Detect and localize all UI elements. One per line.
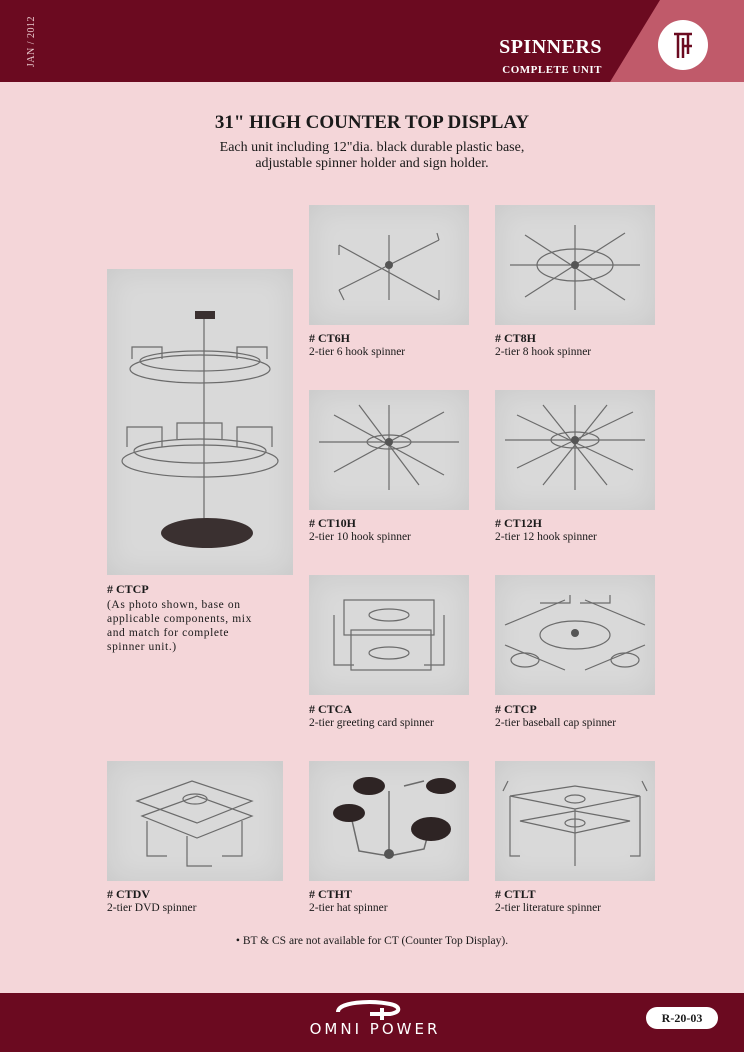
product-caption-ct6h: 2-tier 6 hook spinner <box>309 346 406 358</box>
product-code-ctcp-cap: # CTCP <box>495 702 537 716</box>
product-photo-ct12h <box>495 390 655 510</box>
issue-date: JAN / 2012 <box>26 16 37 68</box>
page-code-badge: R-20-03 <box>646 1007 718 1029</box>
page-description <box>0 140 744 172</box>
section-title: SPINNERS <box>499 36 602 58</box>
product-photo-ctca <box>309 575 469 695</box>
product-photo-ctcp-cap <box>495 575 655 695</box>
product-code-ctca: # CTCA <box>309 702 353 716</box>
product-photo-ctht <box>309 761 469 881</box>
product-photo-ct6h <box>309 205 469 325</box>
description-line-2: adjustable spinner holder and sign holder. <box>255 156 489 171</box>
product-photo-ctcp-complete <box>107 269 293 575</box>
product-caption-ctcp-cap: 2-tier baseball cap spinner <box>495 717 617 729</box>
description-line-1: Each unit including 12"dia. black durable plastic base, <box>219 140 525 155</box>
brand-logo-icon <box>658 20 708 70</box>
product-code-ctht: # CTHT <box>309 887 353 901</box>
product-code-ct12h: # CT12H <box>495 516 543 530</box>
product-photo-ctdv <box>107 761 283 881</box>
product-photo-ct10h <box>309 390 469 510</box>
product-caption-ctdv: 2-tier DVD spinner <box>107 902 197 914</box>
product-code-ctlt: # CTLT <box>495 887 536 901</box>
product-caption-ct8h: 2-tier 8 hook spinner <box>495 346 592 358</box>
product-photo-ctlt <box>495 761 655 881</box>
product-caption-ctht: 2-tier hat spinner <box>309 902 388 914</box>
page-title: 31" HIGH COUNTER TOP DISPLAY <box>214 112 530 133</box>
footnote: • BT & CS are not available for CT (Counter Top Display). <box>235 935 509 947</box>
footer-brand-name: OMNI POWER <box>309 1020 441 1038</box>
product-note-ctcp-complete: (As photo shown, base on applicable components, mix and match for complete spinner unit.) <box>107 599 252 653</box>
product-code-ct10h: # CT10H <box>309 516 357 530</box>
product-code-ctcp-complete: # CTCP <box>107 582 149 596</box>
section-subtitle: COMPLETE UNIT <box>502 64 602 76</box>
product-photo-ct8h <box>495 205 655 325</box>
product-code-ctdv: # CTDV <box>107 887 151 901</box>
product-caption-ct12h: 2-tier 12 hook spinner <box>495 531 597 543</box>
product-caption-ctca: 2-tier greeting card spinner <box>309 717 434 729</box>
product-code-ct8h: # CT8H <box>495 331 537 345</box>
product-code-ct6h: # CT6H <box>309 331 351 345</box>
product-caption-ctlt: 2-tier literature spinner <box>495 902 602 914</box>
product-caption-ct10h: 2-tier 10 hook spinner <box>309 531 411 543</box>
